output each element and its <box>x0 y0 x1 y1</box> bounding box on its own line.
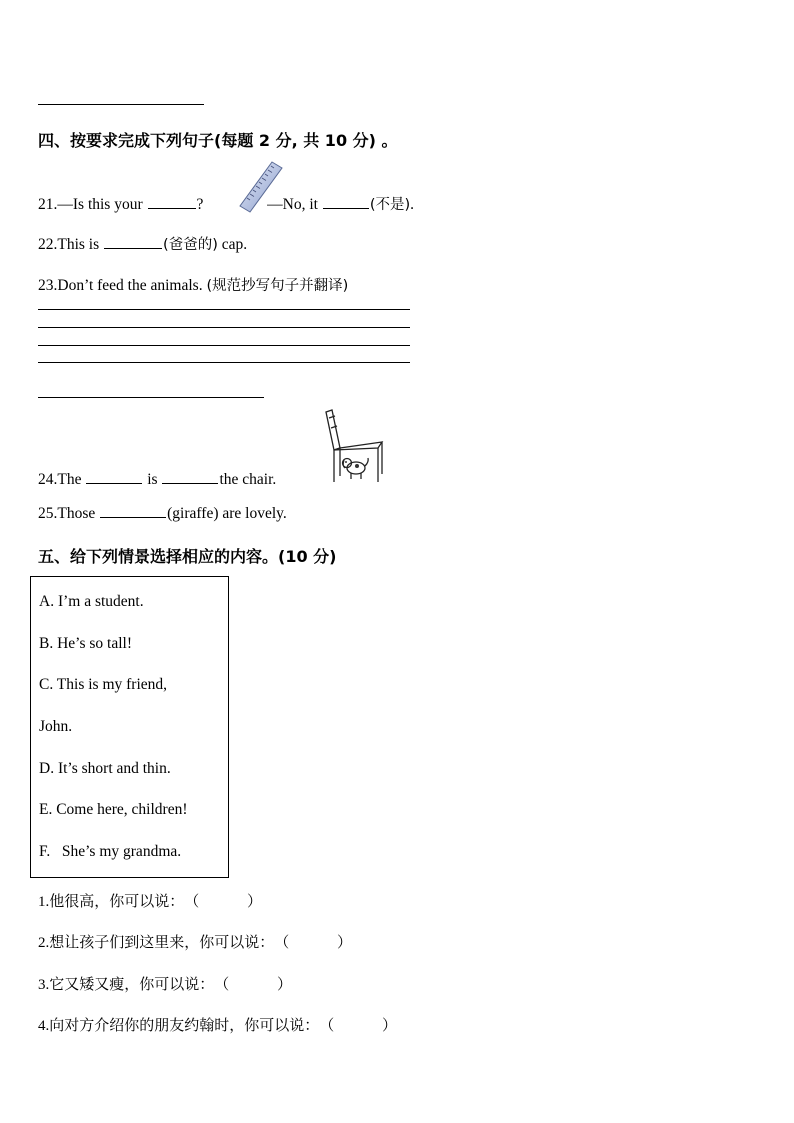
chair-with-dog-icon <box>320 408 386 486</box>
situation-question-2 <box>38 931 352 952</box>
situation-question-3 <box>38 973 292 994</box>
q23-writing-line-4[interactable] <box>38 362 410 363</box>
q23-hint: (规范抄写句子并翻译) <box>206 278 349 294</box>
option-e: E. Come here, children! <box>39 801 188 818</box>
question-21 <box>38 193 414 214</box>
section-5-title: 五、给下列情景选择相应的内容。(10 分) <box>38 547 337 566</box>
q24-part3: the chair. <box>219 471 277 488</box>
sq4-text: 向对方介绍你的朋友约翰时，你可以说： <box>49 1016 320 1034</box>
q21-question-mark: ? <box>196 196 204 213</box>
sq3-number: 3. <box>38 977 50 993</box>
q23-writing-line-2[interactable] <box>38 327 410 328</box>
q23-translation-line[interactable] <box>38 397 264 398</box>
q25-blank[interactable] <box>100 503 166 518</box>
q23-writing-line-1[interactable] <box>38 309 410 310</box>
option-a: A. I’m a student. <box>39 593 144 610</box>
q22-hint: (爸爸的) <box>163 237 218 253</box>
q22-part2: cap. <box>221 236 248 253</box>
sq1-text: 他很高，你可以说： <box>49 892 185 910</box>
q23-number: 23. <box>38 277 58 294</box>
q25-hint: (giraffe) <box>167 505 219 522</box>
q25-part1: Those <box>57 505 96 522</box>
q24-number: 24. <box>38 471 58 488</box>
option-d: D. It’s short and thin. <box>39 760 171 777</box>
sq4-number: 4. <box>38 1018 50 1034</box>
options-box <box>30 576 229 878</box>
answer-line-top <box>38 104 204 105</box>
q23-text: Don’t feed the animals. <box>57 277 203 294</box>
q24-part2: is <box>147 471 158 488</box>
q24-blank-2[interactable] <box>162 469 218 484</box>
q24-part1: The <box>57 471 82 488</box>
question-24 <box>38 469 276 489</box>
sq3-text: 它又矮又瘦，你可以说： <box>49 975 215 993</box>
q21-end: . <box>410 196 415 213</box>
q22-number: 22. <box>38 236 58 253</box>
option-c-continued: John. <box>39 718 73 735</box>
q21-part1: —Is this your <box>57 196 143 213</box>
situation-question-1 <box>38 890 262 911</box>
question-23 <box>38 274 348 295</box>
sq1-number: 1. <box>38 894 50 910</box>
sq1-answer-paren[interactable]: （ ） <box>184 892 262 910</box>
q21-number: 21. <box>38 196 58 213</box>
q21-blank-1[interactable] <box>148 194 196 209</box>
option-f: F. She’s my grandma. <box>39 843 182 860</box>
sq4-answer-paren[interactable]: （ ） <box>319 1016 397 1034</box>
situation-question-4 <box>38 1014 397 1035</box>
option-b: B. He’s so tall! <box>39 635 132 652</box>
q22-part1: This is <box>57 236 100 253</box>
q25-number: 25. <box>38 505 58 522</box>
q21-blank-2[interactable] <box>323 194 369 209</box>
question-22 <box>38 233 247 254</box>
sq2-text: 想让孩子们到这里来，你可以说： <box>49 933 275 951</box>
ruler-icon <box>236 160 286 214</box>
sq2-number: 2. <box>38 935 50 951</box>
section-4-title: 四、按要求完成下列句子(每题 2 分, 共 10 分) 。 <box>38 131 398 150</box>
q21-hint: (不是) <box>369 197 411 213</box>
q25-part2: are lovely. <box>222 505 287 522</box>
sq3-answer-paren[interactable]: （ ） <box>214 975 292 993</box>
q24-blank-1[interactable] <box>86 469 142 484</box>
option-c: C. This is my friend, <box>39 676 168 693</box>
q23-writing-line-3[interactable] <box>38 345 410 346</box>
q22-blank[interactable] <box>104 234 162 249</box>
question-25 <box>38 503 287 523</box>
sq2-answer-paren[interactable]: （ ） <box>274 933 352 951</box>
q21-part2: —No, it <box>267 196 318 213</box>
